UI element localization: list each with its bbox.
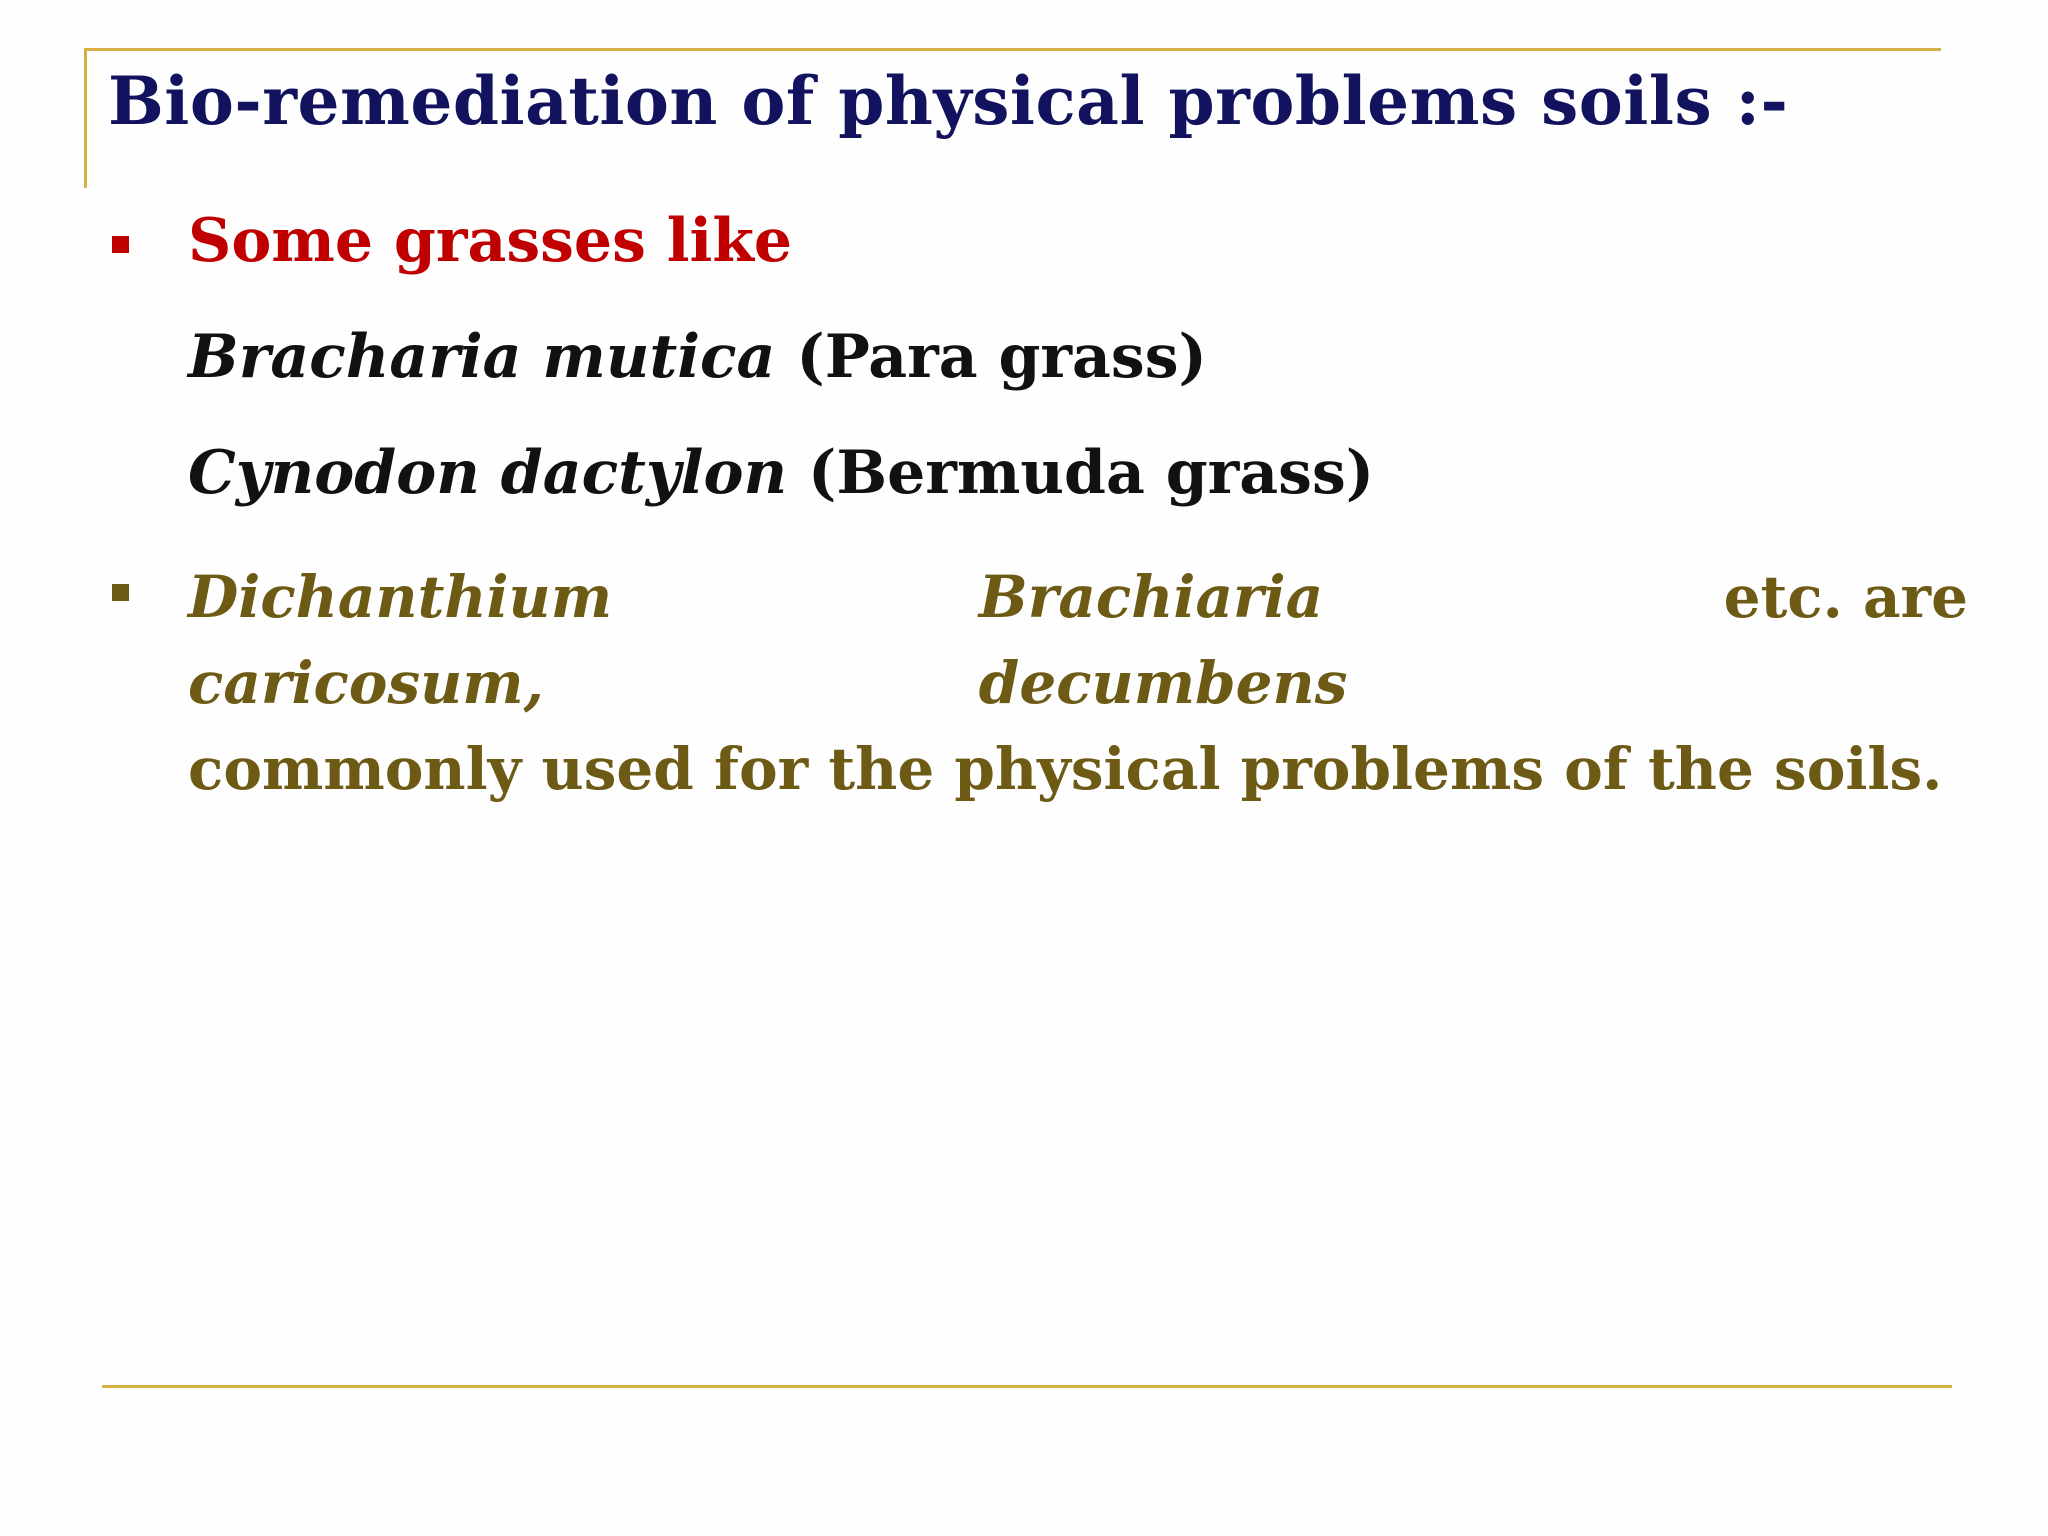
common-name: (Para grass) (775, 322, 1207, 392)
species-line-1 (188, 322, 1207, 392)
species-name: Cynodon dactylon (188, 438, 788, 508)
species-name: Bracharia mutica (188, 322, 776, 392)
species-name: Dichanthium caricosum, (188, 563, 613, 717)
bullet-2-text (188, 554, 1968, 812)
bullet-2-line-2: commonly used for the physical problems of the soils. (188, 735, 1943, 803)
species-line-2 (188, 438, 1374, 508)
species-name: Brachiaria decumbens (978, 563, 1348, 717)
square-bullet-icon (112, 236, 129, 253)
bullet-2-line-1 (188, 554, 1968, 726)
common-name: (Bermuda grass) (787, 438, 1375, 508)
title-rule-left (84, 48, 87, 188)
slide-title: Bio-remediation of physical problems soils :- (108, 62, 1789, 140)
footer-rule (102, 1385, 1952, 1388)
bullet-2-rest: etc. are (1703, 563, 1968, 631)
title-rule-top (84, 48, 1941, 51)
square-bullet-icon (112, 584, 129, 601)
bullet-1-text: Some grasses like (188, 206, 793, 276)
